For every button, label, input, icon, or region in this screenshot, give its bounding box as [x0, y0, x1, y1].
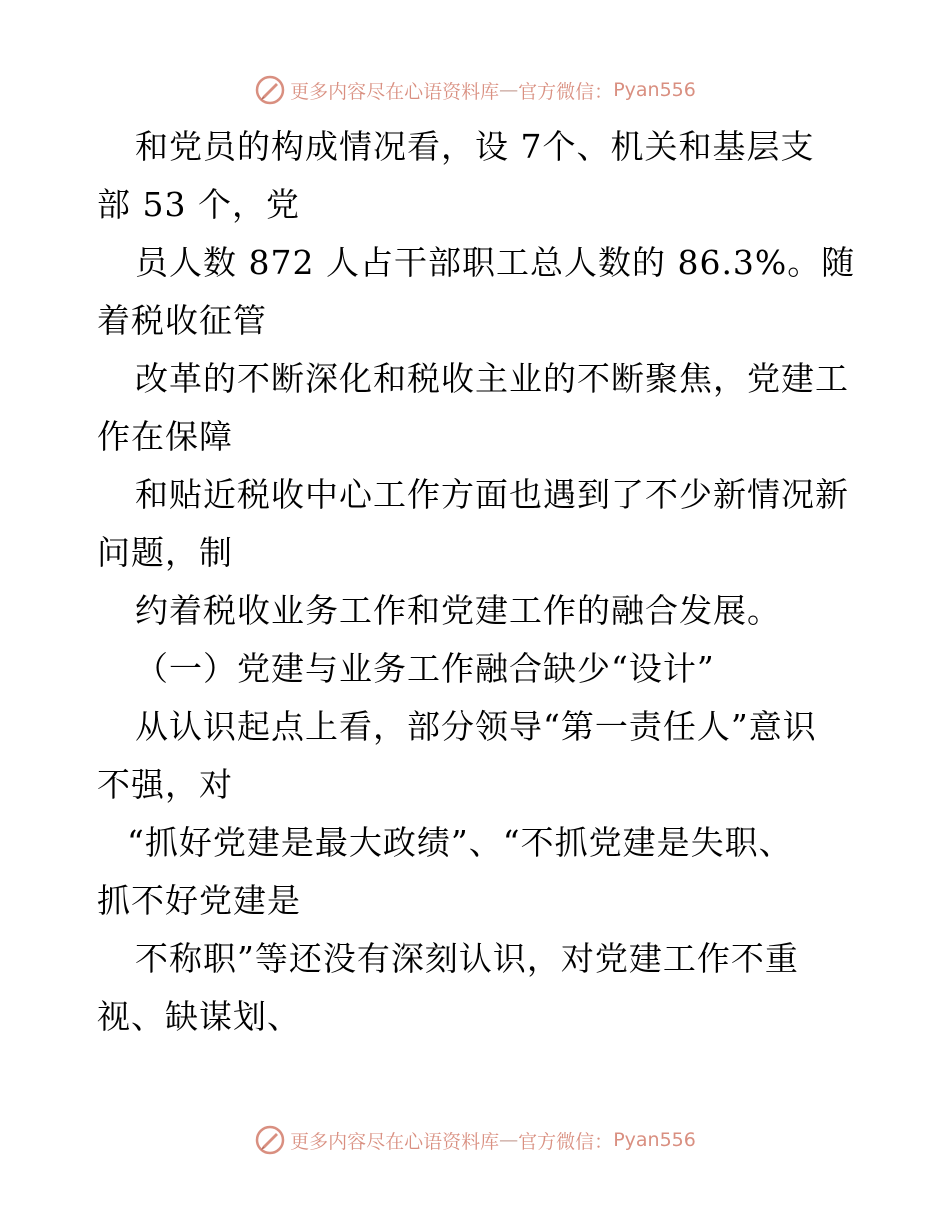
watermark-wechat-id: Pyan556 — [613, 79, 696, 101]
watermark-wechat-label: 官方微信： — [518, 1130, 614, 1153]
text-line: 部 53 个，党 — [97, 185, 300, 224]
text-line: 不强，对 — [97, 765, 233, 804]
quill-logo-icon — [254, 1124, 286, 1156]
text-line: 作在保障 — [97, 417, 233, 456]
section-heading: （一）党建与业务工作融合缺少“设计” — [135, 649, 715, 688]
watermark-wechat-id: Pyan556 — [613, 1129, 696, 1151]
text-line: 从认识起点上看，部分领导“第一责任人”意识 — [135, 707, 817, 746]
watermark-wechat-label: 官方微信： — [518, 80, 614, 103]
header-watermark — [0, 70, 950, 110]
watermark-text: 更多内容尽在心语资料库 — [290, 1130, 500, 1153]
quill-logo-icon — [254, 74, 286, 106]
watermark-separator: — — [499, 79, 519, 101]
document-body — [97, 118, 857, 1046]
text-line: 和贴近税收中心工作方面也遇到了不少新情况新 — [135, 475, 849, 514]
text-line: 约着税收业务工作和党建工作的融合发展。 — [135, 591, 781, 630]
text-line: 不称职”等还没有深刻认识，对党建工作不重 — [135, 939, 799, 978]
text-line: 和党员的构成情况看，设 7个、机关和基层支 — [135, 127, 815, 166]
text-line: 问题，制 — [97, 533, 233, 572]
watermark-text: 更多内容尽在心语资料库 — [290, 80, 500, 103]
text-line: “抓好党建是最大政绩”、“不抓党建是失职、 — [127, 823, 793, 862]
text-line: 着税收征管 — [97, 301, 267, 340]
text-line: 抓不好党建是 — [97, 881, 301, 920]
text-line: 视、缺谋划、 — [97, 997, 301, 1036]
text-line: 员人数 872 人占干部职工总人数的 86.3%。随 — [135, 243, 856, 282]
text-line: 改革的不断深化和税收主业的不断聚焦，党建工 — [135, 359, 849, 398]
watermark-separator: — — [499, 1129, 519, 1151]
footer-watermark — [0, 1120, 950, 1160]
